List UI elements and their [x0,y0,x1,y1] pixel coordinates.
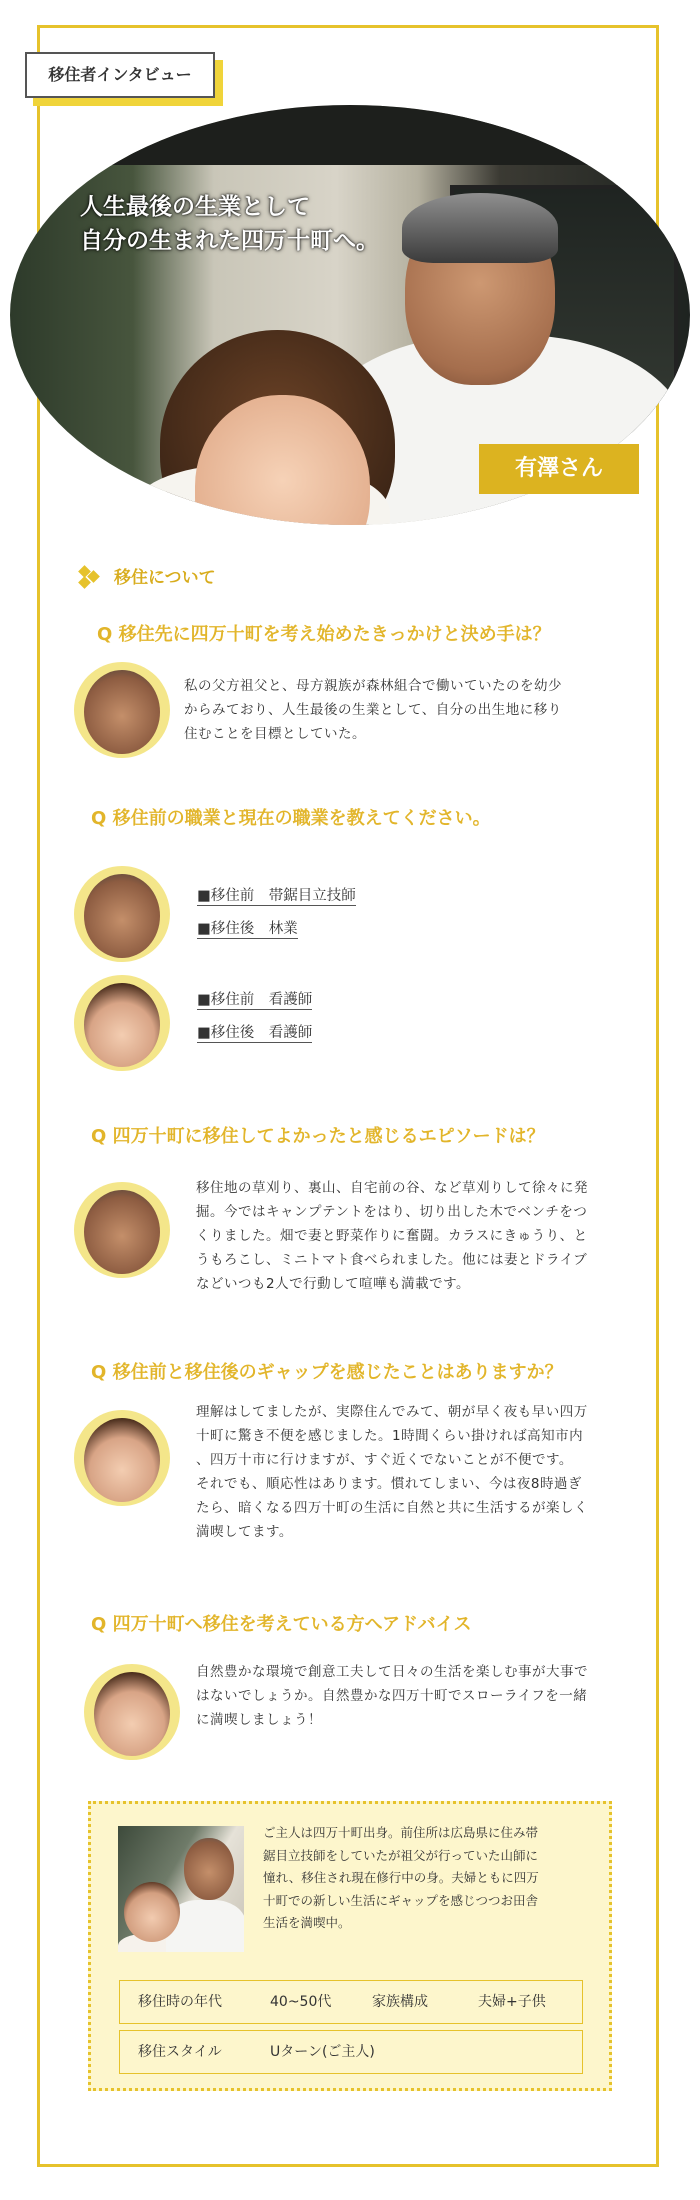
answer-line: 満喫してます。 [196,1524,293,1540]
style-label: 移住スタイル [138,2044,222,2060]
avatar-wife [74,1410,170,1506]
answer-line: 移住地の草刈り、裏山、自宅前の谷、など草刈りして徐々に発 [196,1180,588,1196]
answer-4 [196,1400,588,1544]
family-label: 家族構成 [372,1994,428,2010]
answer-line: うもろこし、ミニトマト食べられました。他には妻とドライブ [196,1252,588,1268]
answer-line: 掘。今ではキャンプテントをはり、切り出した木でベンチをつ [196,1204,588,1220]
answer-line: 、四万十市に行けますが、すぐ近くでないことが不便です。 [196,1452,573,1468]
answer-3 [196,1176,588,1296]
profile-summary [88,1801,612,2091]
profile-bio [263,1822,539,1935]
age-label: 移住時の年代 [138,1994,222,2010]
section-heading [78,563,216,588]
question-2: Q 移住前の職業と現在の職業を教えてください。 [91,808,491,829]
bio-line: 鋸目立技師をしていたが祖父が行っていた山師に [263,1847,539,1863]
answer-line: たら、暗くなる四万十町の生活に自然と共に生活するが楽しく [196,1500,588,1516]
age-value: 40~50代 [270,1994,332,2010]
answer-line: に満喫しましょう！ [196,1712,322,1728]
question-1: Q 移住先に四万十町を考え始めたきっかけと決め手は？ [97,624,551,645]
diamond-cluster-icon [78,565,100,587]
couple-photo [118,1826,244,1952]
answer-line: 私の父方祖父と、母方親族が森林組合で働いていたのを幼少 [184,678,562,694]
job-before: ■移住前 帯鋸目立技師 [197,888,356,904]
job-wife [197,984,312,1050]
hero-title-line: 自分の生まれた四万十町へ。 [80,228,379,254]
section-title: 移住について [114,568,216,588]
info-row-age-family [119,1980,583,2024]
bio-line: ご主人は四万十町出身。前住所は広島県に住み帯 [263,1825,539,1840]
avatar-wife [84,1664,180,1760]
bio-line: 憧れ、移住され現在修行中の身。夫婦ともに四万 [263,1870,539,1885]
avatar-husband [74,662,170,758]
question-5: Q 四万十町へ移住を考えている方へアドバイス [91,1614,472,1635]
answer-line: くりました。畑で妻と野菜作りに奮闘。カラスにきゅうり、と [196,1228,588,1244]
bio-line: 生活を満喫中。 [263,1915,351,1930]
job-after: ■移住後 看護師 [197,1025,313,1041]
category-tag: 移住者インタビュー [25,52,215,98]
answer-line: 自然豊かな環境で創意工夫して日々の生活を楽しむ事が大事で [196,1664,588,1680]
avatar-husband [74,866,170,962]
answer-line: はないでしょうか。自然豊かな四万十町でスローライフを一緒 [196,1688,588,1704]
answer-line: それでも、順応性はあります。慣れてしまい、今は夜8時過ぎ [196,1476,583,1492]
question-3: Q 四万十町に移住してよかったと感じるエピソードは？ [91,1126,545,1147]
answer-line: 十町に驚き不便を感じました。1時間くらい掛ければ高知市内 [196,1428,584,1444]
hero-title [80,190,379,258]
job-husband [197,880,356,946]
answer-line: 理解はしてましたが、実際住んでみて、朝が早く夜も早い四万 [196,1404,588,1420]
name-badge: 有澤さん [479,444,639,494]
answer-5 [196,1660,588,1732]
avatar-husband [74,1182,170,1278]
info-row-style [119,2030,583,2074]
avatar-wife [74,975,170,1071]
answer-line: などいつも2人で行動して喧嘩も満載です。 [196,1276,471,1292]
hero-title-line: 人生最後の生業として [80,194,310,220]
question-4: Q 移住前と移住後のギャップを感じたことはありますか？ [91,1362,563,1383]
job-before: ■移住前 看護師 [197,992,313,1008]
job-after: ■移住後 林業 [197,921,298,937]
style-value: Uターン(ご主人) [270,2044,375,2060]
bio-line: 十町での新しい生活にギャップを感じつつお田舎 [263,1892,539,1908]
answer-line: 住むことを目標としていた。 [184,726,366,742]
family-value: 夫婦+子供 [478,1994,546,2010]
answer-1 [184,674,562,746]
answer-line: からみており、人生最後の生業として、自分の出生地に移り [184,702,562,718]
